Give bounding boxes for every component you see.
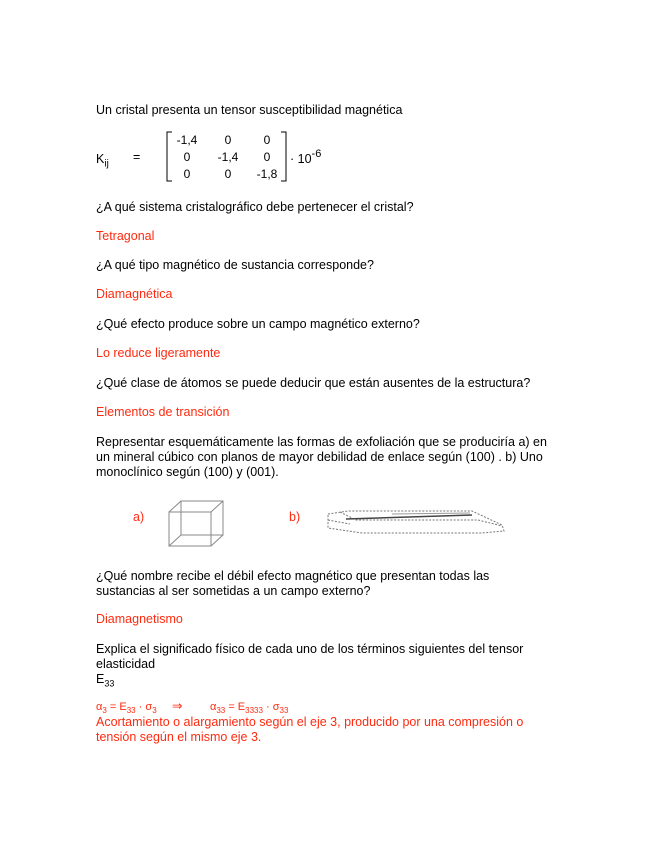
matrix-cell: 0: [224, 133, 232, 147]
answer-3: Lo reduce ligeramente: [96, 346, 221, 360]
label-b: b): [289, 510, 301, 524]
matrix-cell: -1,4: [176, 133, 198, 147]
cube-figure: [165, 498, 227, 550]
elasticity-equation-2: $\alpha_{33} = E_{3333} \cdot \sigma_{33}$: [210, 701, 289, 716]
answer-4: Elementos de transición: [96, 405, 230, 419]
elasticity-answer: Acortamiento o alargamiento según el eje 3, producido por una compresión o tensión según el mismo eje 3.: [96, 715, 524, 744]
matrix-cell: -1,8: [256, 167, 278, 181]
question-2: ¿A qué tipo magnético de sustancia corresponde?: [96, 258, 374, 272]
tensor-symbol: $K_{ij}$: [96, 152, 109, 170]
elasticity-equation-1: $\alpha_3 = E_{33} \cdot \sigma_3$: [96, 701, 157, 716]
matrix-cell: 0: [263, 150, 271, 164]
tensor-equals: =: [133, 150, 141, 164]
implies-arrow: ⇒: [172, 699, 183, 713]
question-4: ¿Qué clase de átomos se puede deducir que están ausentes de la estructura?: [96, 376, 531, 390]
monoclinic-figure: [322, 508, 508, 536]
answer-2: Diamagnética: [96, 287, 173, 301]
matrix-cell: -1,4: [217, 150, 239, 164]
intro-text: Un cristal presenta un tensor susceptibilidad magnética: [96, 103, 403, 117]
matrix-cell: 0: [183, 167, 191, 181]
matrix-cell: 0: [263, 133, 271, 147]
matrix-cell: 0: [183, 150, 191, 164]
exfoliation-question: Representar esquemáticamente las formas de exfoliación que se produciría a) en un mineral cúbico con planos de mayor debilidad de enlace según (100) . b) Uno monoclínico según (100) y (001).: [96, 435, 547, 479]
elasticity-term: $E_{33}$: [96, 672, 115, 689]
answer-1: Tetragonal: [96, 229, 155, 243]
matrix-cell: 0: [224, 167, 232, 181]
elasticity-question: Explica el significado físico de cada uno de los términos siguientes del tensor elasticidad: [96, 642, 524, 671]
diamag-question: ¿Qué nombre recibe el débil efecto magnético que presentan todas las sustancias al ser sometidas a un campo externo?: [96, 569, 490, 598]
label-a: a): [133, 510, 145, 524]
question-3: ¿Qué efecto produce sobre un campo magnético externo?: [96, 317, 420, 331]
question-1: ¿A qué sistema cristalográfico debe pertenecer el cristal?: [96, 200, 414, 214]
tensor-factor: · $10^{-6}$: [290, 148, 322, 166]
diamag-answer: Diamagnetismo: [96, 612, 183, 626]
